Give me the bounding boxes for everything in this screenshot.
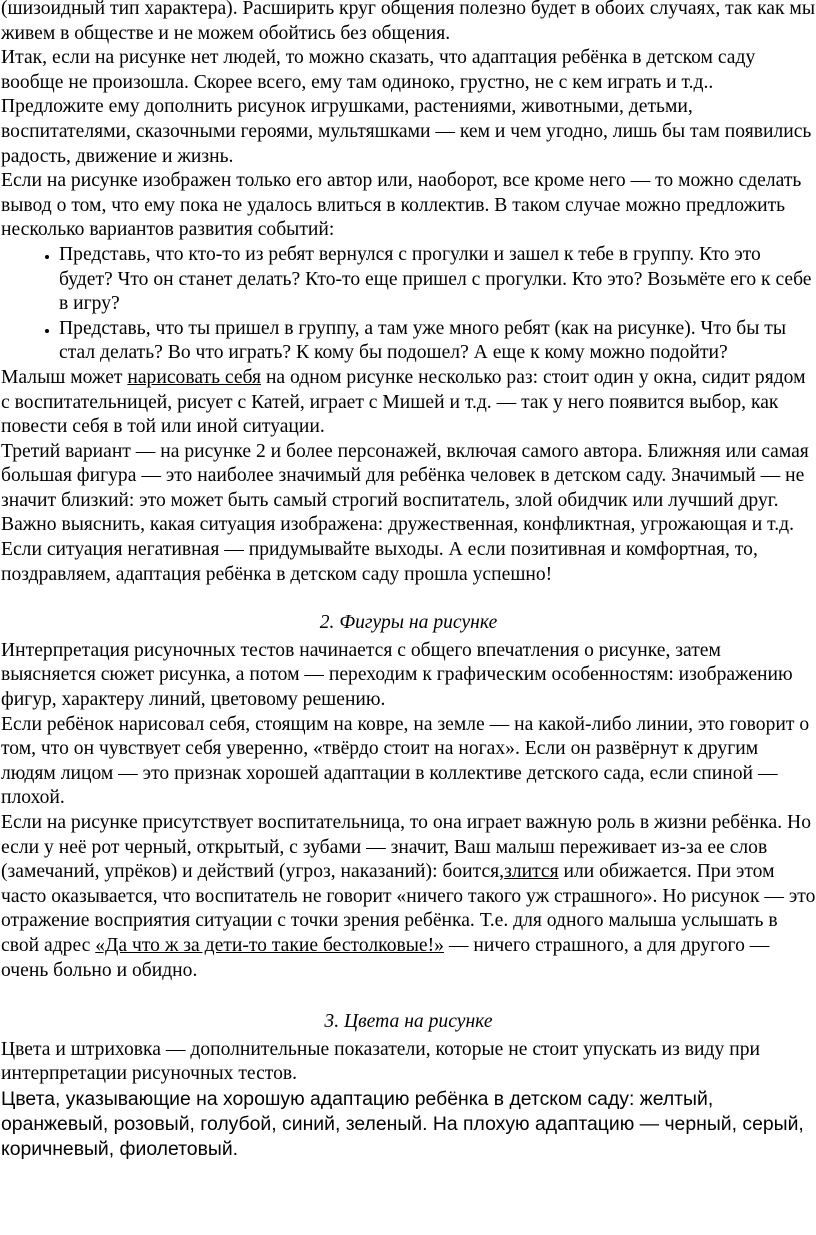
paragraph-intro: (шизоидный тип характера). Расширить круг общения полезно будет в обоих случаях, так как мы живем в обществе и не можем обойтись без общения. [1,0,815,44]
text-run: Если на рисунке присутствует воспитательница, то она играет важную роль в жизни ребёнка. Но если у неё рот черный, открытый, с зубами — значит, Ваш малыш переживает из-за ее слов (замечаний, упрёков) и действий (угроз, наказаний): боится, [1,812,812,883]
paragraph-no-people: Итак, если на рисунке нет людей, то можно сказать, что адаптация ребёнка в детском саду вообще не произошла. Скорее всего, ему там одиноко, грустно, не с кем играть и т.д.. Предложите ему дополнить рисунок игрушками, растениями, животными, детьми, воспитателями, сказочными героями, мультяшками — кем и чем угодно, лишь бы там появились радость, движение и жизнь. [1,47,812,167]
section-heading-figures: 2. Фигуры на рисунке [319,612,498,634]
paragraph-interpretation: Интерпретация рисуночных тестов начинается с общего впечатления о рисунке, затем выясняется сюжет рисунка, а потом — переходим к графическим особенностям: изображению фигур, характеру линий, цветовому решению. [1,639,793,711]
text-run: — ничего страшного, а для другого — очень больно и обидно. [1,934,770,981]
paragraph-third-variant: Третий вариант — на рисунке 2 и более персонажей, включая самого автора. Ближняя или самая большая фигура — это наиболее значимый для ребёнка человек в детском саду. Значимый — не значит близкий: это может быть самый строгий воспитатель, злой обидчик или лучший друг. Важно выяснить, какая ситуация изображена: дружественная, конфликтная, угрожающая и т.д. Если ситуация негативная — придумывайте выходы. А если позитивная и комфортная, то, поздравляем, адаптация ребёнка в детском саду прошла успешно! [1,440,809,585]
paragraph-standing: Если ребёнок нарисовал себя, стоящим на ковре, на земле — на какой-либо линии, это говорит о том, что он чувствует себя уверенно, «твёрдо стоит на ногах». Если он развёрнут к другим людям лицом — это признак хорошей адаптации в коллективе детского сада, если спиной — плохой. [1,713,810,809]
link-angry[interactable]: злится [504,861,559,883]
paragraph-colors-list: Цвета, указывающие на хорошую адаптацию ребёнка в детском саду: желтый, оранжевый, розовый, голубой, синий, зеленый. На плохую адаптацию — черный, серый, коричневый, фиолетовый. [1,1087,804,1160]
section-heading-colors: 3. Цвета на рисунке [324,1011,493,1033]
paragraph-colors-intro: Цвета и штриховка — дополнительные показатели, которые не стоит упускать из виду при интерпретации рисуночных тестов. [1,1038,760,1085]
paragraph-only-author: Если на рисунке изображен только его автор или, наоборот, все кроме него — то можно сделать вывод о том, что ему пока не удалось влиться в коллектив. В таком случае можно предложить несколько вариантов развития событий: [1,170,802,241]
link-draw-self[interactable]: нарисовать себя [127,366,262,388]
paragraph-teacher [1,811,816,983]
text-run: или обижается. При этом часто оказывается, что воспитатель не говорит «ничего такого уж страшного». Но рисунок — это отражение восприятия ситуации с точки зрения ребёнка. Т.е. для одного малыша услышать в свой адрес [1,861,816,956]
scenario-list [1,243,816,366]
paragraph-draw-self [1,366,816,440]
list-item: • Представь, что ты пришел в группу, а там уже много ребят (как на рисунке). Что бы ты стал делать? Во что играть? К кому бы подошел? А еще к кому можно подойти? [59,317,816,366]
text-run: на одном рисунке несколько раз: стоит один у окна, сидит рядом с воспитательницей, рисует с Катей, играет с Мишей и т.д. — так у него появится выбор, как повести себя в той или иной ситуации. [1,366,806,438]
link-quote[interactable]: «Да что ж за дети-то такие бестолковые!» [95,934,444,956]
text-run: Малыш может [1,366,128,388]
list-item: • Представь, что кто-то из ребят вернулся с прогулки и зашел к тебе в группу. Кто это будет? Что он станет делать? Кто-то еще пришел с прогулки. Кто это? Возьмёте его к себе в игру? [59,243,816,317]
